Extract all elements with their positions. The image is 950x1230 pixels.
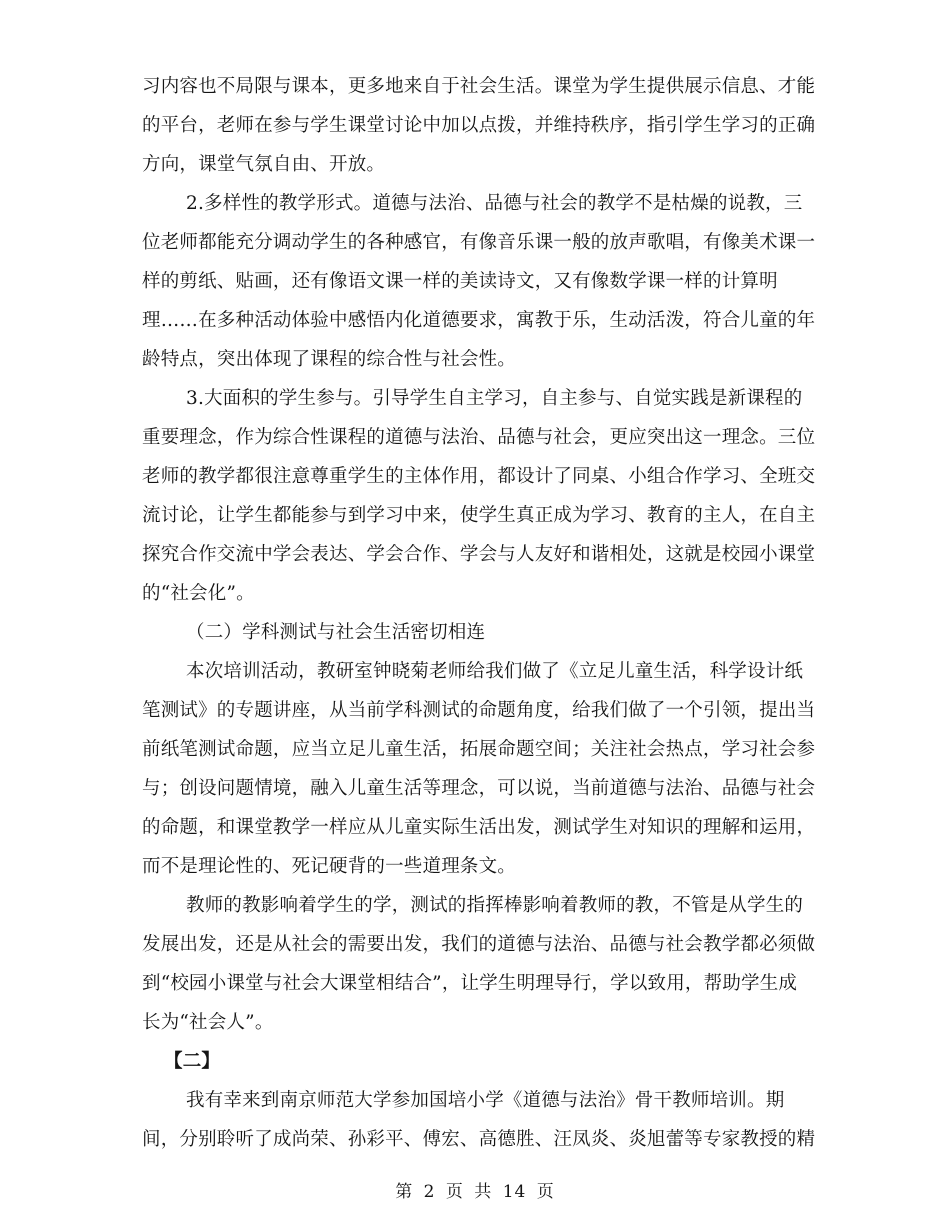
text-line: 样的剪纸、贴画，还有像语文课一样的美读诗文，又有像数学课一样的计算明 [142, 271, 778, 292]
section-heading: （二）学科测试与社会生活密切相连 [186, 622, 486, 643]
text-line: 理……在多种活动体验中感悟内化道德要求，寓教于乐，生动活泼，符合儿童的年 [142, 310, 816, 331]
text-line: 笔测试》的专题讲座，从当前学科测试的命题角度，给我们做了一个引领，提出当 [142, 700, 816, 721]
text-line: 老师的教学都很注意尊重学生的主体作用，都设计了同桌、小组合作学习、全班交 [142, 466, 816, 487]
text-line: 方向，课堂气氛自由、开放。 [142, 154, 386, 175]
text-line: 龄特点，突出体现了课程的综合性与社会性。 [142, 349, 517, 370]
page-number-footer: 第 2 页 共 14 页 [395, 1182, 555, 1202]
text-line: 长为“社会人”。 [142, 1012, 274, 1033]
text-line: 位老师都能充分调动学生的各种感官，有像音乐课一般的放声歌唱，有像美术课一 [142, 232, 816, 253]
text-line: 我有幸来到南京师范大学参加国培小学《道德与法治》骨干教师培训。期 [186, 1090, 785, 1111]
text-line: 重要理念，作为综合性课程的道德与法治、品德与社会，更应突出这一理念。三位 [142, 427, 816, 448]
text-line: 与；创设问题情境，融入儿童生活等理念，可以说，当前道德与法治、品德与社会 [142, 778, 816, 799]
text-line: 流讨论，让学生都能参与到学习中来，使学生真正成为学习、教育的主人，在自主 [142, 505, 816, 526]
text-line: 探究合作交流中学会表达、学会合作、学会与人友好和谐相处，这就是校园小课堂 [142, 544, 816, 565]
text-line: 本次培训活动，教研室钟晓菊老师给我们做了《立足儿童生活，科学设计纸 [186, 661, 804, 682]
section-marker: 【二】 [164, 1051, 221, 1072]
text-line: 3.大面积的学生参与。引导学生自主学习，自主参与、自觉实践是新课程的 [186, 388, 803, 409]
text-line: 而不是理论性的、死记硬背的一些道理条文。 [142, 856, 517, 877]
text-line: 间，分别聆听了成尚荣、孙彩平、傅宏、高德胜、汪凤炎、炎旭蕾等专家教授的精 [142, 1129, 816, 1150]
text-line: 到“校园小课堂与社会大课堂相结合”，让学生明理导行，学以致用，帮助学生成 [142, 973, 798, 994]
text-line: 的“社会化”。 [142, 583, 255, 604]
text-line: 的平台，老师在参与学生课堂讨论中加以点拨，并维持秩序，指引学生学习的正确 [142, 115, 816, 136]
text-line: 前纸笔测试命题，应当立足儿童生活，拓展命题空间；关注社会热点，学习社会参 [142, 739, 816, 760]
text-line: 教师的教影响着学生的学，测试的指挥棒影响着教师的教，不管是从学生的 [186, 895, 804, 916]
text-line: 的命题，和课堂教学一样应从儿童实际生活出发，测试学生对知识的理解和运用， [142, 817, 816, 838]
text-line: 发展出发，还是从社会的需要出发，我们的道德与法治、品德与社会教学都必须做 [142, 934, 816, 955]
text-line: 2.多样性的教学形式。道德与法治、品德与社会的教学不是枯燥的说教，三 [186, 193, 803, 214]
text-line: 习内容也不局限与课本，更多地来自于社会生活。课堂为学生提供展示信息、才能 [142, 76, 816, 97]
